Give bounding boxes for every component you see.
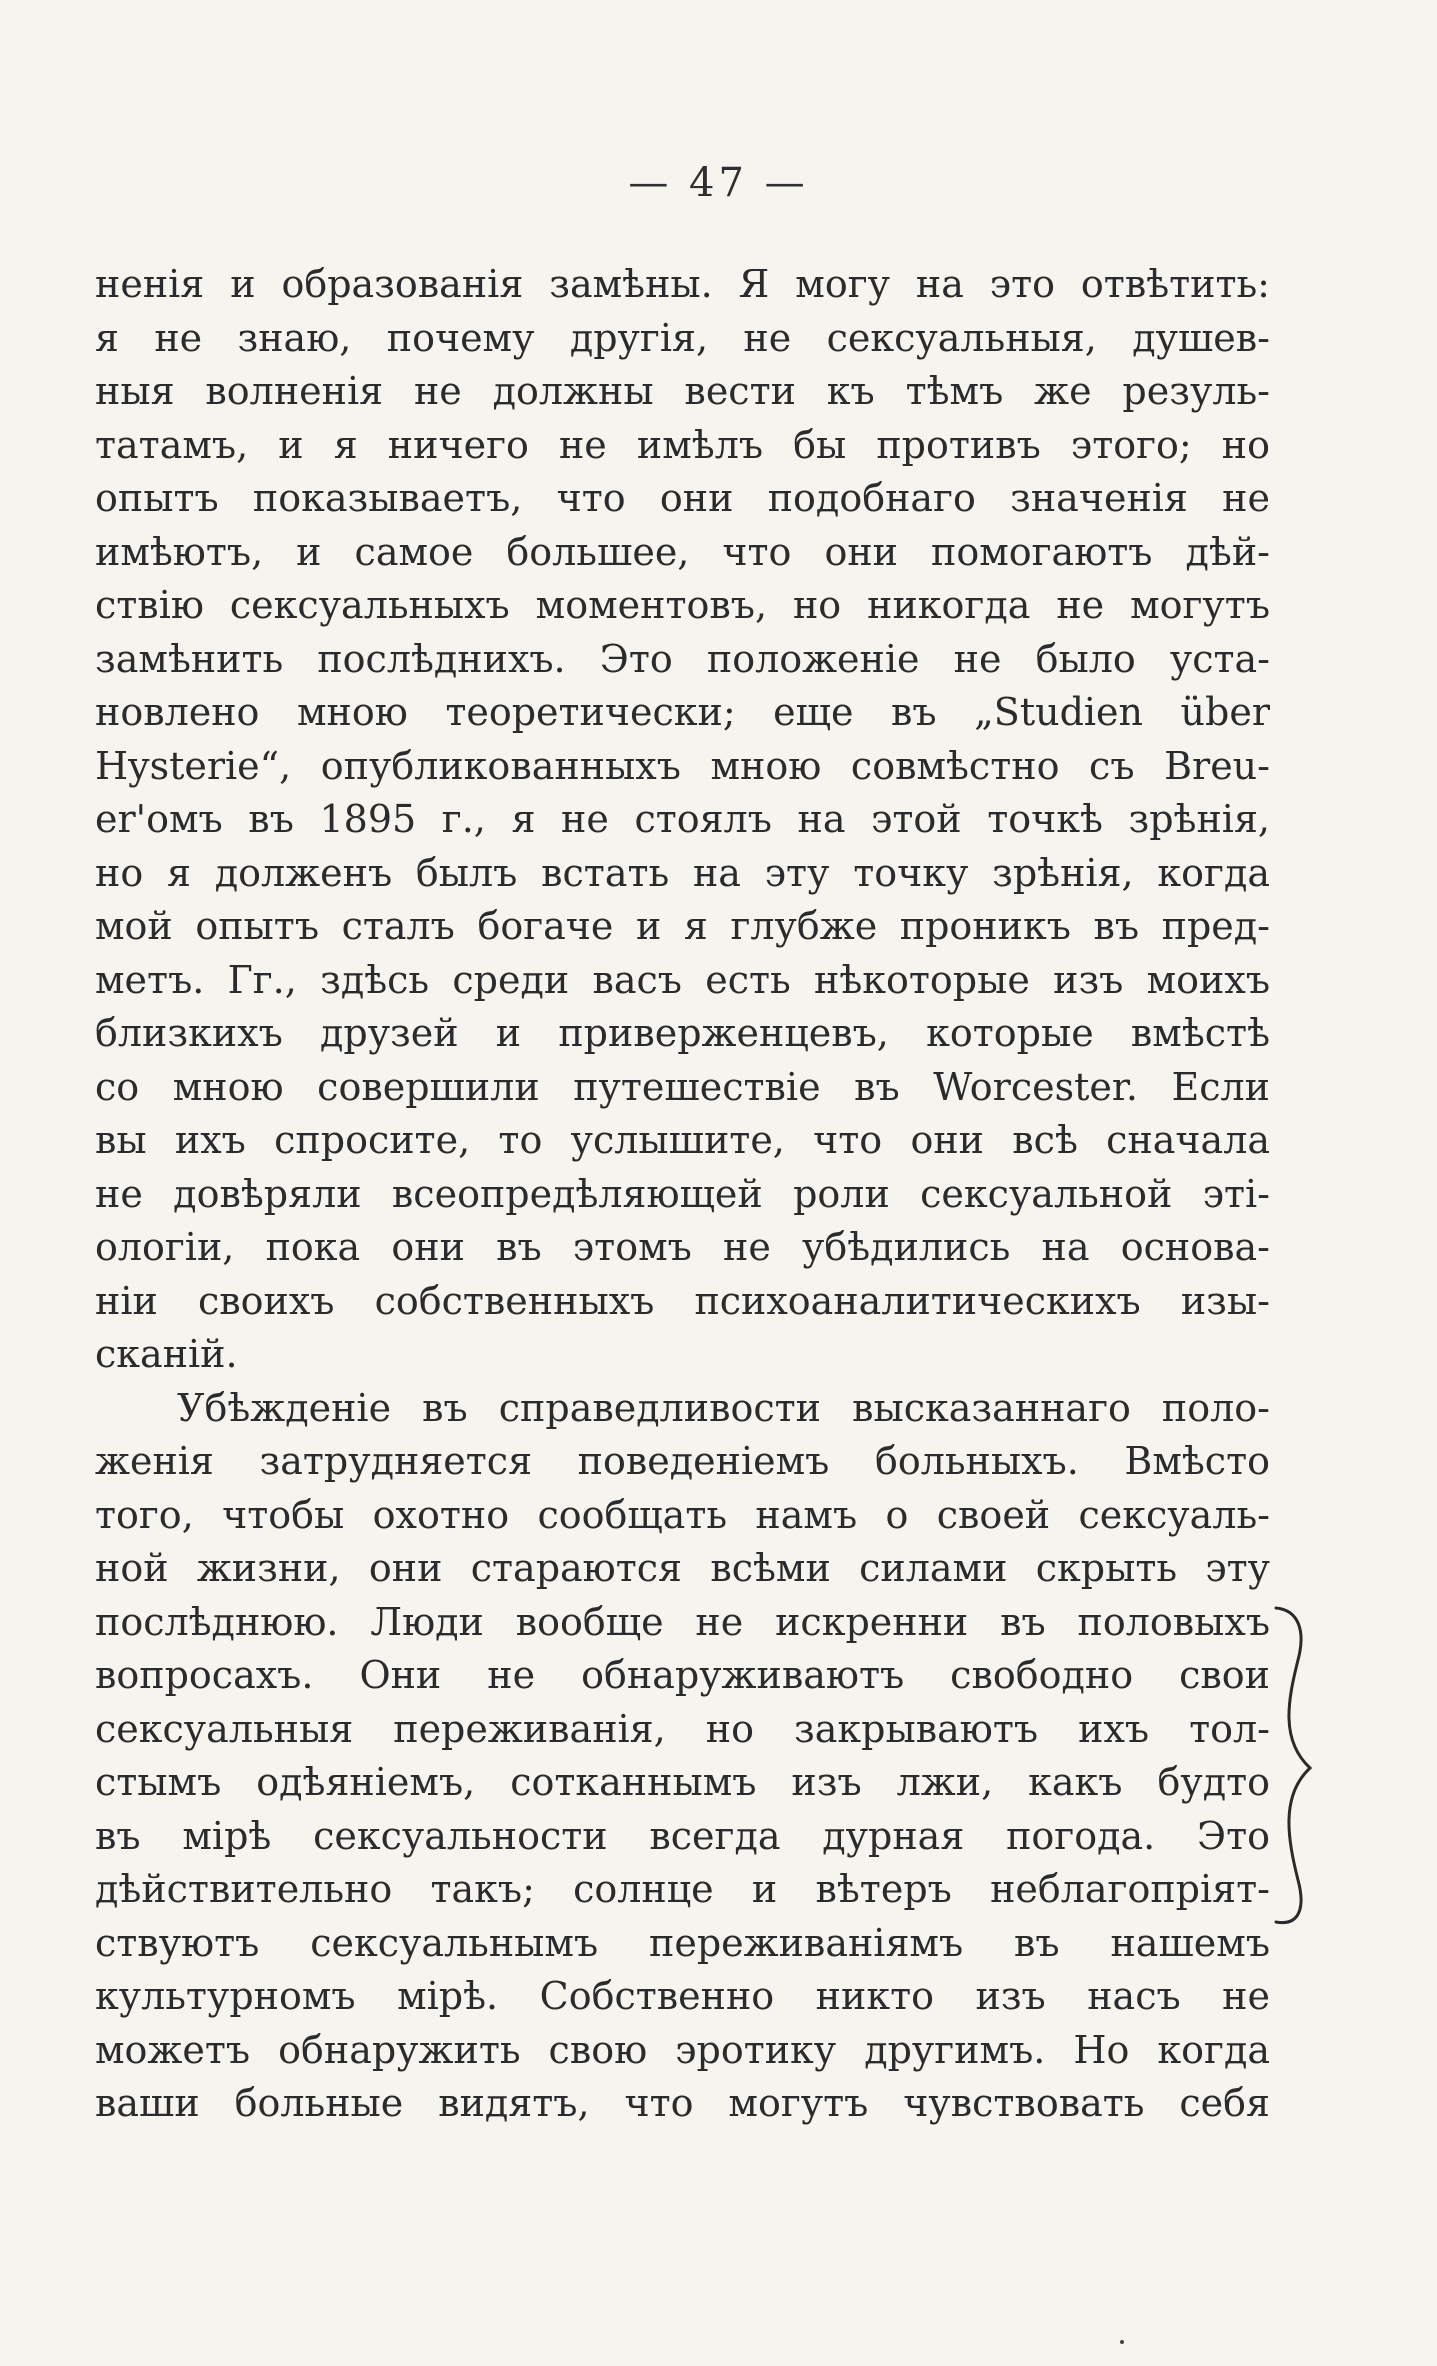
- text-line: дѣйствительно такъ; солнце и вѣтеръ неблагопріят-: [95, 1867, 1270, 1911]
- text-line: вы ихъ спросите, то услышите, что они всѣ сначала: [95, 1118, 1270, 1162]
- handwritten-brace-mark: [1258, 1600, 1328, 1930]
- text-line: ологіи, пока они въ этомъ не убѣдились на основа-: [95, 1225, 1270, 1269]
- text-line: того, чтобы охотно сообщать намъ о своей сексуаль-: [95, 1492, 1270, 1537]
- page-number: — 47 —: [628, 160, 809, 206]
- text-line: ніи своихъ собственныхъ психоаналитическихъ изы-: [95, 1278, 1270, 1323]
- text-line: сексуальныя переживанія, но закрываютъ ихъ тол-: [95, 1706, 1270, 1751]
- text-line: ненія и образованія замѣны. Я могу на это отвѣтить:: [95, 262, 1270, 306]
- text-line: не довѣряли всеопредѣляющей роли сексуальной эті-: [95, 1171, 1270, 1216]
- text-line: въ мірѣ сексуальности всегда дурная погода. Это: [95, 1813, 1270, 1858]
- text-line: культурномъ мірѣ. Собственно никто изъ насъ не: [95, 1974, 1270, 2018]
- text-line: er'омъ въ 1895 г., я не стоялъ на этой точкѣ зрѣнія,: [95, 797, 1270, 841]
- text-line: вопросахъ. Они не обнаруживаютъ свободно свои: [95, 1653, 1270, 1697]
- text-line: метъ. Гг., здѣсь среди васъ есть нѣкоторые изъ моихъ: [95, 957, 1270, 1002]
- text-line: татамъ, и я ничего не имѣлъ бы противъ этого; но: [95, 422, 1270, 467]
- text-line: новлено мною теоретически; еще въ „Studien über: [95, 690, 1270, 734]
- text-line: сканій.: [95, 1332, 238, 1376]
- text-line: Hysterie“, опубликованныхъ мною совмѣстно съ Breu-: [95, 743, 1270, 788]
- text-line: близкихъ друзей и приверженцевъ, которые вмѣстѣ: [95, 1011, 1270, 1055]
- text-line: стымъ одѣяніемъ, сотканнымъ изъ лжи, какъ будто: [95, 1760, 1270, 1804]
- paper-speck: [1120, 2340, 1124, 2344]
- text-line: можетъ обнаружить свою эротику другимъ. Но когда: [95, 2027, 1270, 2072]
- text-line: ствію сексуальныхъ моментовъ, но никогда не могутъ: [95, 583, 1270, 627]
- body-text: [95, 258, 1270, 2131]
- text-line: ной жизни, они стараются всѣми силами скрыть эту: [95, 1546, 1270, 1590]
- text-line: имѣютъ, и самое большее, что они помогаютъ дѣй-: [95, 529, 1270, 574]
- text-line: опытъ показываетъ, что они подобнаго значенія не: [95, 476, 1270, 520]
- text-line: но я долженъ былъ встать на эту точку зрѣнія, когда: [95, 850, 1270, 895]
- text-line: ваши больные видятъ, что могутъ чувствовать себя: [95, 2081, 1270, 2125]
- text-line: послѣднюю. Люди вообще не искренни въ половыхъ: [95, 1599, 1270, 1644]
- text-line: ствуютъ сексуальнымъ переживаніямъ въ нашемъ: [95, 1920, 1270, 1965]
- text-line: Убѣжденіе въ справедливости высказаннаго поло-: [177, 1385, 1270, 1430]
- text-line: я не знаю, почему другія, не сексуальныя, душев-: [95, 315, 1270, 360]
- text-line: со мною совершили путешествіе въ Worcester. Если: [95, 1064, 1270, 1109]
- text-line: мой опытъ сталъ богаче и я глубже проникъ въ пред-: [95, 904, 1270, 948]
- text-line: женія затрудняется поведеніемъ больныхъ. Вмѣсто: [95, 1439, 1270, 1483]
- text-line: замѣнить послѣднихъ. Это положеніе не было уста-: [95, 636, 1270, 681]
- text-line: ныя волненія не должны вести къ тѣмъ же резуль-: [95, 369, 1270, 413]
